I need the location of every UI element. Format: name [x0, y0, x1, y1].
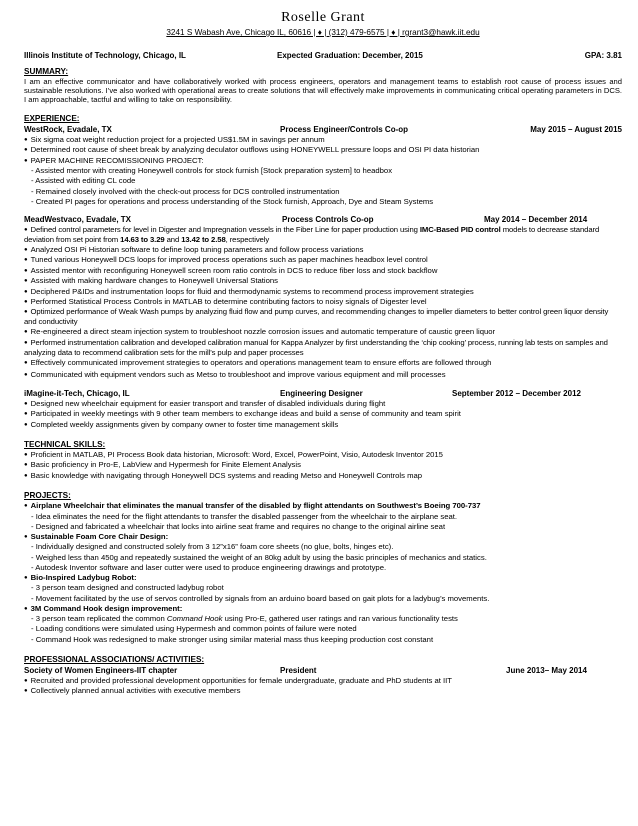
sub-item: - Command Hook was redesigned to make stronger using similar material mass thus keeping production cost constant [31, 634, 434, 644]
project-title: ● 3M Command Hook design improvement: [24, 604, 622, 614]
association-role: President [280, 665, 317, 675]
experience-heading: EXPERIENCE: [24, 114, 80, 123]
job-company: MeadWestvaco, Evadale, TX [24, 215, 132, 225]
list-item: ● Optimized performance of Weak Wash pumps by analyzing fluid flow and pump curves, and recommending changes to impeller diameters to better control green liquor density and conductivity [24, 307, 622, 327]
list-item: ● Determined root cause of sheet break by analyzing deculator outflows using HONEYWELL pressure loops and OSI PI data historian [24, 145, 622, 155]
list-item: ● Re-engineered a direct steam injection system to troubleshoot nozzle corrosion issues and automatic temperature of caustic green liquor [24, 327, 622, 337]
list-item: ● Basic proficiency in Pro-E, LabView and Hypermesh for Finite Element Analysis [24, 460, 622, 470]
sub-item: - 3 person team designed and constructed ladybug robot [31, 583, 224, 593]
contact-line[interactable]: 3241 S Wabash Ave, Chicago IL, 60616 | ♦ | (312) 479-6575 | ♦ | rgrant3@hawk.iit.edu [166, 28, 480, 37]
job-dates: September 2012 – December 2012 [452, 388, 581, 398]
list-item: ● Assisted mentor with reconfiguring Honeywell screen room ratio controls in DCS to reduce fiber loss and stock backflow [24, 266, 622, 276]
sub-item: - Assisted with editing CL code [31, 176, 136, 186]
skills-heading: TECHNICAL SKILLS: [24, 439, 106, 449]
list-item: ● Completed weekly assignments given by company owner to foster time management skills [24, 420, 622, 430]
sub-item: - Loading conditions were simulated using Hypermesh and common points of failure were noted [31, 624, 357, 634]
list-item: ● Assisted with making hardware changes to Honeywell Universal Stations [24, 276, 622, 286]
list-item: ● Recruited and provided professional development opportunities for female undergraduate, graduate and PhD students at IIT [24, 676, 622, 686]
job-company: iMagine-it-Tech, Chicago, IL [24, 388, 130, 398]
list-item: ● Performed instrumentation calibration and developed calibration manual for Kappa Analyzer by first understanding the ‘chip cooking’ process, running lab tests on samples and analyzing data to recommend calibration sets for the mill’s pulp and paper processes [24, 338, 622, 358]
sub-item: - Designed and fabricated a wheelchair that locks into airline seat frame and requires no change to the original airline seat [31, 521, 446, 531]
list-item: ● Performed Statistical Process Controls in MATLAB to determine contributing factors to noisy signals of Digester level [24, 297, 622, 307]
project-title: ● Bio-Inspired Ladybug Robot: [24, 573, 622, 583]
job-header [24, 124, 622, 135]
sub-item: - Assisted mentor with creating Honeywell controls for stock furnish [Stock preparation system] to headbox [31, 166, 393, 176]
list-item: ● Collectively planned annual activities with executive members [24, 686, 622, 696]
sub-item: - Movement facilitated by the use of servos controlled by signals from an arduino board based on gait plots for a ladybug’s movements. [31, 593, 490, 603]
sub-item: - Weighed less than 450g and repeatedly sustained the weight of an 80kg adult by using the basic principles of mechanics and statics. [31, 552, 487, 562]
associations-heading: PROFESSIONAL ASSOCIATIONS/ ACTIVITIES: [24, 654, 205, 664]
association-header [24, 665, 622, 676]
list-item: ● Communicated with equipment vendors such as Metso to troubleshoot and improve various equipment and mill processes [24, 370, 622, 380]
list-item: ● Six sigma coat weight reduction project for a projected US$1.5M in savings per annum [24, 135, 622, 145]
sub-item: - 3 person team replicated the common Command Hook using Pro-E, gathered user ratings and ran various functionality tests [31, 614, 458, 624]
sub-item: - Autodesk Inventor software and laser cutter were used to produce engineering drawings and prototype. [31, 562, 387, 572]
job-dates: May 2015 – August 2015 [530, 125, 622, 134]
list-item: ● Defined control parameters for level in Digester and Impregnation vessels in the Fiber Line for paper production using IMC-Based PID control models to decrease standard deviation from set point from 14.63 to 3.29 and 13.42 to 2.58, respectively [24, 225, 622, 245]
list-item: ● Deciphered P&IDs and instrumentation loops for fluid and thermodynamic systems to recommend process improvement strategies [24, 287, 622, 297]
summary-heading: SUMMARY: [24, 67, 69, 76]
project-title: ● Sustainable Foam Core Chair Design: [24, 532, 622, 542]
list-item: ● Tuned various Honeywell DCS loops for improved process operations such as paper machines headbox level control [24, 255, 622, 265]
projects-heading: PROJECTS: [24, 491, 71, 501]
project-title: ● Airplane Wheelchair that eliminates the manual transfer of the disabled by flight attendants on Southwest’s Boeing 700-737 [24, 501, 622, 511]
sub-item: - Idea eliminates the need for the flight attendants to transfer the disabled passenger from the wheelchair to the airplane seat. [31, 511, 458, 521]
job-title: Engineering Designer [280, 388, 363, 398]
education-row [24, 50, 622, 61]
list-item: ● Designed new wheelchair equipment for easier transport and transfer of disabled individuals during flight [24, 399, 622, 409]
sub-item: - Individually designed and constructed solely from 3 12”x16” foam core sheets (no glue, bolts, hinges etc). [31, 542, 394, 552]
gpa: GPA: 3.81 [584, 51, 622, 60]
resume-page [24, 10, 622, 697]
graduation: Expected Graduation: December, 2015 [277, 51, 423, 60]
list-item: ● Participated in weekly meetings with 9 other team members to exchange ideas and build a sense of community and team spirit [24, 409, 622, 419]
association-dates: June 2013– May 2014 [506, 665, 587, 675]
school: Illinois Institute of Technology, Chicago, IL [24, 51, 186, 60]
list-item: ● Basic knowledge with navigating through Honeywell DCS systems and reading Metso and Honeywell Controls map [24, 471, 622, 481]
list-item: ● Proficient in MATLAB, PI Process Book data historian, Microsoft: Word, Excel, PowerPoint, Visio, Autodesk Inventor 2015 [24, 450, 622, 460]
list-item: ● Analyzed OSI Pi Historian software to define loop tuning parameters and follow process variations [24, 245, 622, 255]
list-item: ● PAPER MACHINE RECOMISSIONING PROJECT: [24, 156, 622, 166]
job-header [24, 214, 622, 225]
job-company: WestRock, Evadale, TX [24, 125, 112, 134]
candidate-name: Roselle Grant [281, 10, 365, 25]
job-title: Process Controls Co-op [282, 215, 374, 225]
list-item: ● Effectively communicated improvement strategies to operators and operations management team to ensure efforts are followed through [24, 358, 622, 368]
job-header [24, 388, 622, 399]
association-org: Society of Women Engineers-IIT chapter [24, 665, 178, 675]
sub-item: - Remained closely involved with the check-out process for DCS controlled instrumentation [31, 186, 340, 196]
summary-text: I am an effective communicator and have collaboratively worked with process engineers, operators and management teams to establish root cause of process issues and sustainable resolutions. I’ve also worked with operational areas to create solutions that will effectively make improvements in communicating critical operating parameters in DCS. I am approachable, tactful and willing to take on responsibility. [24, 77, 622, 104]
sub-item: - Created PI pages for operations and process understanding of the Stock furnish, Approach, Dye and Steam Systems [31, 196, 434, 206]
job-title: Process Engineer/Controls Co-op [280, 125, 409, 134]
job-dates: May 2014 – December 2014 [484, 215, 588, 225]
